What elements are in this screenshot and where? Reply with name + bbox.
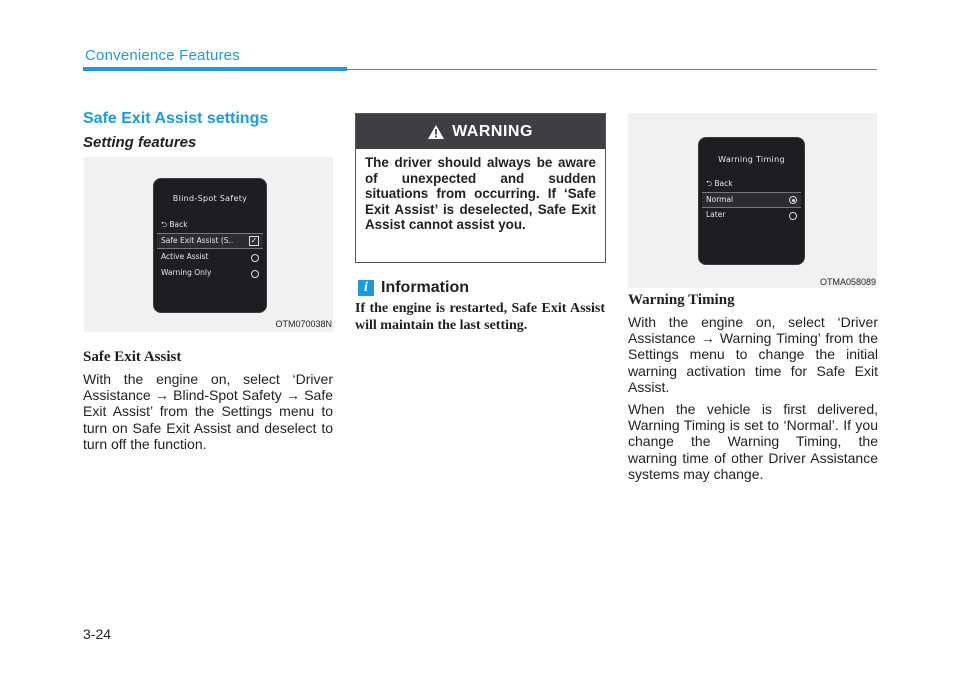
radio-off-icon xyxy=(789,212,797,220)
paragraph: With the engine on, select ‘Driver Assistance → Warning Timing’ from the Settings menu to change the initial warning activation time for Safe Exit Assist. xyxy=(628,314,878,395)
back-label: Back xyxy=(714,179,733,188)
back-item xyxy=(161,219,188,232)
paragraph: When the vehicle is first delivered, Warning Timing is set to ‘Normal’. If you change the Warning Timing, the warning time of other Driver Assistance systems may change. xyxy=(628,401,878,482)
section-rule-thin xyxy=(347,69,877,70)
menu-item-label: Later xyxy=(706,210,726,219)
warning-text: The driver should always be aware of unexpected and sudden situations from occurring. If ‘Safe Exit Assist’ is deselected, Safe Exit Assist cannot assist you. xyxy=(365,155,596,233)
menu-item-normal xyxy=(702,192,801,208)
menu-item-label: Safe Exit Assist (S.. xyxy=(161,236,234,245)
back-arrow-icon: ⮌ xyxy=(161,220,168,229)
radio-off-icon xyxy=(251,270,259,278)
figure-code: OTMA058089 xyxy=(819,277,876,287)
warning-triangle-icon xyxy=(428,125,444,139)
cluster-screen xyxy=(698,137,805,265)
menu-item-later xyxy=(706,210,801,224)
figure-code: OTM070038N xyxy=(275,319,332,329)
menu-item-active-assist xyxy=(161,252,263,266)
information-text: If the engine is restarted, Safe Exit Assist will maintain the last setting. xyxy=(355,301,605,333)
warning-header xyxy=(356,114,605,149)
information-header xyxy=(358,279,469,297)
paragraph: With the engine on, select ‘Driver Assistance → Blind-Spot Safety → Safe Exit Assist’ from the Settings menu to turn on Safe Exit Assist and deselect to turn off the function. xyxy=(83,371,333,452)
radio-off-icon xyxy=(251,254,259,262)
cluster-screen xyxy=(153,178,267,313)
heading-safe-exit-settings: Safe Exit Assist settings xyxy=(83,110,269,127)
information-title: Information xyxy=(381,279,469,296)
section-title: Convenience Features xyxy=(85,47,240,64)
back-label: Back xyxy=(169,220,188,229)
subheading-safe-exit-assist: Safe Exit Assist xyxy=(83,349,182,365)
info-icon: i xyxy=(358,280,374,296)
section-rule xyxy=(83,67,347,71)
checkbox-checked-icon: ✓ xyxy=(250,236,258,245)
figure-blind-spot-safety xyxy=(84,157,333,332)
page-number: 3-24 xyxy=(83,626,112,642)
back-item xyxy=(706,178,733,191)
screen-title: Blind-Spot Safety xyxy=(172,194,248,203)
menu-item-warning-only xyxy=(161,268,263,282)
menu-item-safe-exit xyxy=(157,233,263,249)
screen-title: Warning Timing xyxy=(718,155,785,164)
subheading-setting-features: Setting features xyxy=(83,134,197,151)
figure-warning-timing xyxy=(628,113,877,288)
body-safe-exit-assist xyxy=(83,371,333,458)
menu-item-label: Warning Only xyxy=(161,268,212,277)
subheading-warning-timing: Warning Timing xyxy=(628,292,735,308)
warning-title: WARNING xyxy=(452,122,533,140)
menu-item-label: Normal xyxy=(706,195,734,204)
menu-item-label: Active Assist xyxy=(161,252,209,261)
radio-on-icon xyxy=(789,196,797,204)
back-arrow-icon: ⮌ xyxy=(706,179,713,188)
body-warning-timing xyxy=(628,314,878,488)
warning-box xyxy=(355,113,606,263)
